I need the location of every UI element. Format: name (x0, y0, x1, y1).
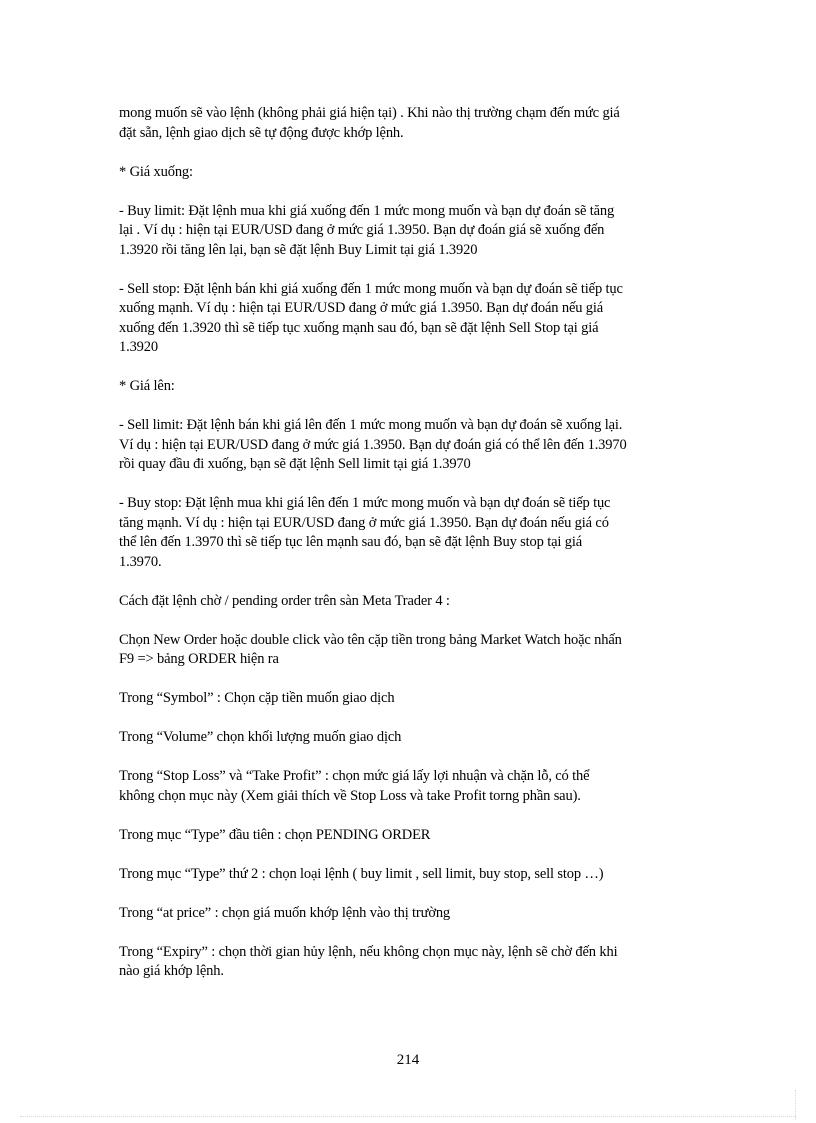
paragraph (119, 202, 699, 261)
text-line: Trong “Volume” chọn khối lượng muốn giao dịch (119, 729, 402, 745)
text-line: thể lên đến 1.3970 thì sẽ tiếp tục lên mạnh sau đó, bạn sẽ đặt lệnh Buy stop tại giá (119, 534, 582, 550)
text-line: 1.3920 rồi tăng lên lại, bạn sẽ đặt lệnh Buy Limit tại giá 1.3920 (119, 241, 478, 258)
text-line: F9 => bảng ORDER hiện ra (119, 651, 279, 667)
paragraph (119, 592, 699, 612)
paragraph (119, 826, 699, 846)
text-line: không chọn mục này (Xem giải thích về Stop Loss và take Profit torng phần sau). (119, 787, 581, 804)
text-line: Trong “Expiry” : chọn thời gian hủy lệnh, nếu không chọn mục này, lệnh sẽ chờ đến khi (119, 943, 618, 960)
document-body (119, 104, 699, 1001)
text-line: Trong “at price” : chọn giá muốn khớp lệnh vào thị trường (119, 904, 451, 921)
paragraph (119, 104, 699, 143)
paragraph (119, 904, 699, 924)
text-line: xuống mạnh. Ví dụ : hiện tại EUR/USD đang ở mức giá 1.3950. Bạn dự đoán nếu giá (119, 300, 604, 316)
text-line: Trong “Stop Loss” và “Take Profit” : chọn mức giá lấy lợi nhuận và chặn lỗ, có thể (119, 768, 590, 784)
page-right-border (795, 1090, 796, 1120)
text-line: Trong mục “Type” thứ 2 : chọn loại lệnh ( buy limit , sell limit, buy stop, sell stop …) (119, 865, 604, 882)
text-line: - Sell stop: Đặt lệnh bán khi giá xuống đến 1 mức mong muốn và bạn dự đoán sẽ tiếp tục (119, 280, 623, 297)
paragraph (119, 631, 699, 670)
text-line: * Giá lên: (119, 378, 175, 394)
text-line: - Buy limit: Đặt lệnh mua khi giá xuống đến 1 mức mong muốn và bạn dự đoán sẽ tăng (119, 202, 615, 219)
text-line: * Giá xuống: (119, 163, 193, 180)
text-line: mong muốn sẽ vào lệnh (không phải giá hiện tại) . Khi nào thị trường chạm đến mức giá (119, 105, 620, 121)
paragraph (119, 280, 699, 358)
text-line: lại . Ví dụ : hiện tại EUR/USD đang ở mức giá 1.3950. Bạn dự đoán giá sẽ xuống đến (119, 222, 605, 238)
text-line: 1.3970. (119, 553, 162, 570)
text-line: Cách đặt lệnh chờ / pending order trên sàn Meta Trader 4 : (119, 592, 450, 609)
text-line: xuống đến 1.3920 thì sẽ tiếp tục xuống mạnh sau đó, bạn sẽ đặt lệnh Sell Stop tại giá (119, 319, 599, 336)
text-line: Trong mục “Type” đầu tiên : chọn PENDING ORDER (119, 826, 431, 843)
paragraph (119, 767, 699, 806)
paragraph (119, 163, 699, 183)
text-line: tăng mạnh. Ví dụ : hiện tại EUR/USD đang ở mức giá 1.3950. Bạn dự đoán nếu giá có (119, 514, 609, 531)
text-line: Ví dụ : hiện tại EUR/USD đang ở mức giá 1.3950. Bạn dự đoán giá có thể lên đến 1.3970 (119, 436, 627, 453)
text-line: - Buy stop: Đặt lệnh mua khi giá lên đến 1 mức mong muốn và bạn dự đoán sẽ tiếp tục (119, 495, 611, 511)
text-line: 1.3920 (119, 339, 158, 355)
paragraph (119, 494, 699, 572)
paragraph (119, 943, 699, 982)
page-bottom-border (20, 1116, 796, 1117)
paragraph (119, 865, 699, 885)
text-line: nào giá khớp lệnh. (119, 963, 224, 979)
text-line: Trong “Symbol” : Chọn cặp tiền muốn giao dịch (119, 690, 395, 706)
text-line: Chọn New Order hoặc double click vào tên cặp tiền trong bảng Market Watch hoặc nhấn (119, 631, 622, 648)
text-line: rồi quay đầu đi xuống, bạn sẽ đặt lệnh Sell limit tại giá 1.3970 (119, 456, 471, 472)
paragraph (119, 416, 699, 475)
paragraph (119, 728, 699, 748)
text-line: đặt sẵn, lệnh giao dịch sẽ tự động được khớp lệnh. (119, 124, 404, 141)
page-number: 214 (396, 1052, 420, 1068)
paragraph (119, 689, 699, 709)
paragraph (119, 377, 699, 397)
text-line: - Sell limit: Đặt lệnh bán khi giá lên đến 1 mức mong muốn và bạn dự đoán sẽ xuống lại. (119, 417, 623, 433)
